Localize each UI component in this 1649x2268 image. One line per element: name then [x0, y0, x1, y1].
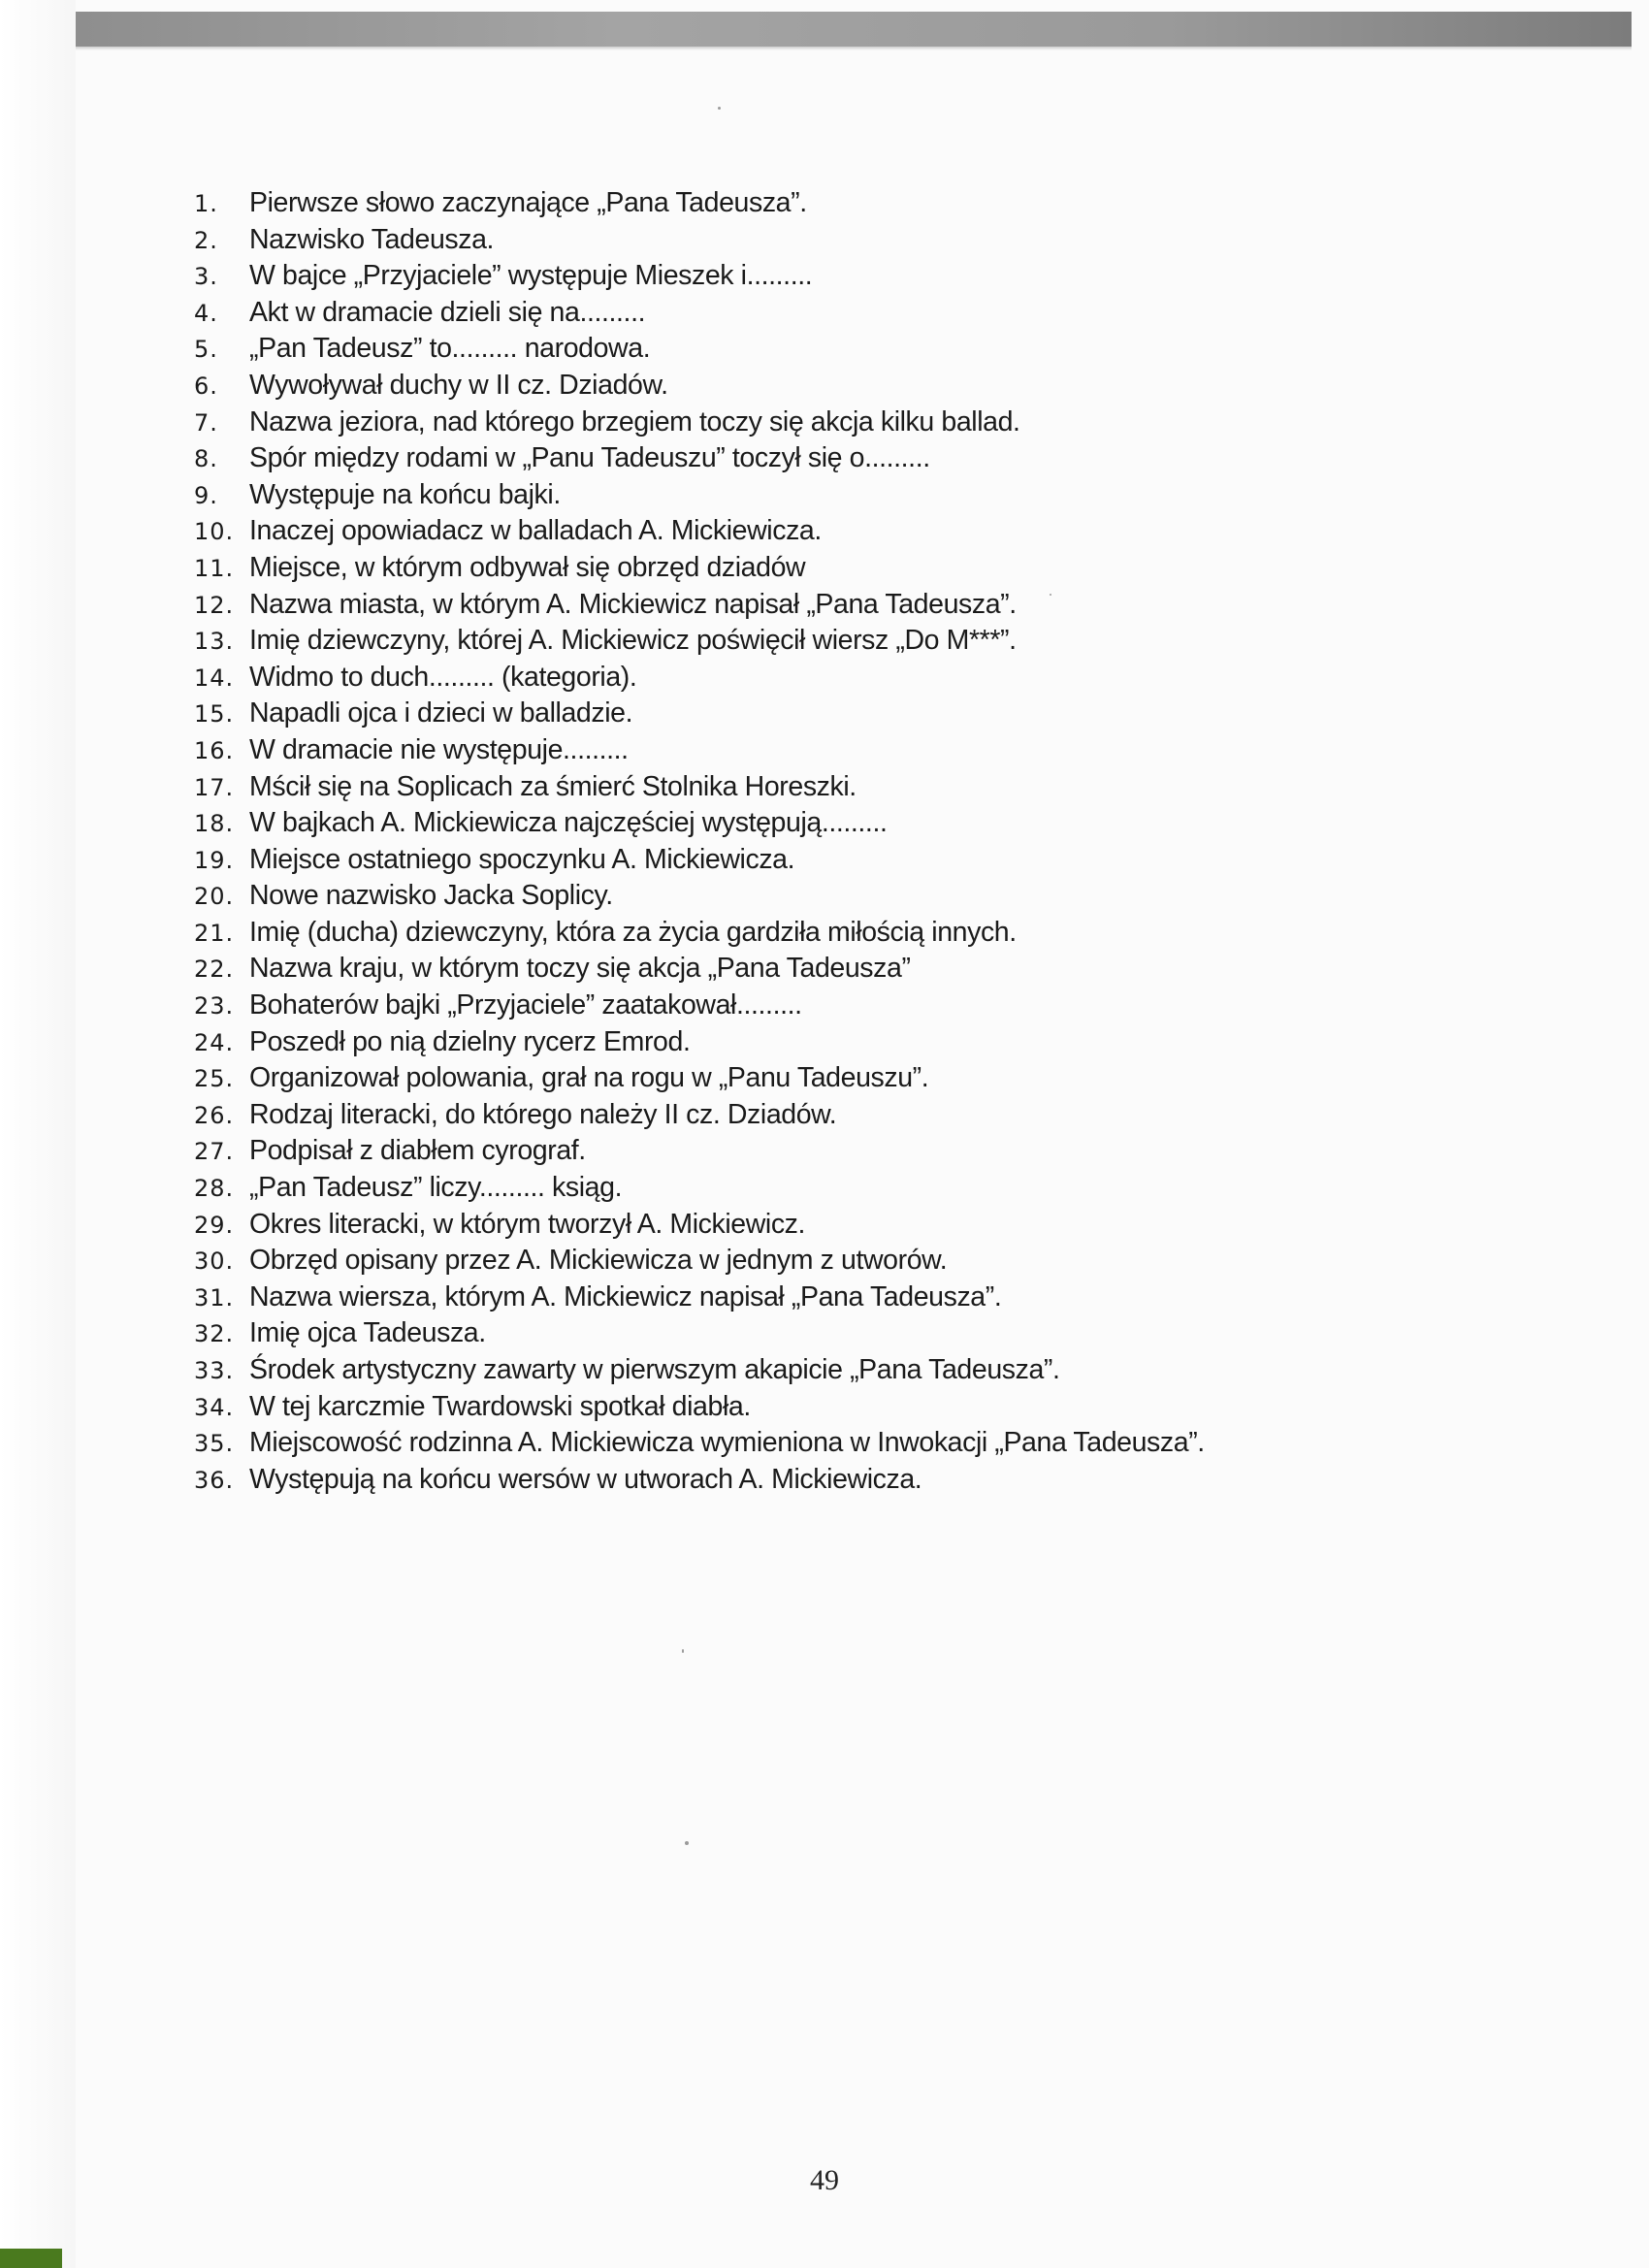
question-text: Obrzęd opisany przez A. Mickiewicza w jednym z utworów.: [249, 1245, 948, 1277]
list-item: [194, 988, 1280, 1024]
question-number: 8.: [194, 445, 218, 473]
question-number: 2.: [194, 226, 218, 254]
question-text: Widmo to duch......... (kategoria).: [249, 661, 637, 693]
question-number: 30.: [194, 1247, 235, 1276]
question-text: Podpisał z diabłem cyrograf.: [249, 1135, 586, 1167]
page-edge-shade: [0, 0, 76, 2268]
question-text: „Pan Tadeusz” to......... narodowa.: [249, 333, 651, 365]
question-number: 18.: [194, 810, 235, 838]
question-text: Nazwa wiersza, którym A. Mickiewicz napisał „Pana Tadeusza”.: [249, 1280, 1002, 1312]
question-text: W bajce „Przyjaciele” występuje Mieszek i.........: [249, 260, 813, 292]
question-number: 1.: [194, 190, 218, 217]
list-item: [194, 513, 1280, 550]
question-text: „Pan Tadeusz” liczy......... ksiąg.: [249, 1172, 623, 1204]
question-number: 15.: [194, 700, 235, 729]
question-text: Pierwsze słowo zaczynające „Pana Tadeusza”.: [249, 187, 807, 218]
list-item: [194, 1352, 1280, 1389]
question-text: Nazwisko Tadeusza.: [249, 223, 495, 255]
question-number: 12.: [194, 591, 235, 619]
question-text: Imię (ducha) dziewczyny, która za życia gardziła miłością innych.: [249, 916, 1017, 948]
question-number: 5.: [194, 336, 218, 364]
question-text: Bohaterów bajki „Przyjaciele” zaatakował.........: [249, 989, 802, 1021]
list-item: [194, 623, 1280, 660]
question-text: Środek artystyczny zawarty w pierwszym akapicie „Pana Tadeusza”.: [249, 1354, 1060, 1385]
list-item: [194, 660, 1280, 697]
question-number: 21.: [194, 919, 235, 947]
question-text: Spór między rodami w „Panu Tadeuszu” toczył się o.........: [249, 442, 930, 474]
list-item: [194, 295, 1280, 332]
question-text: Imię ojca Tadeusza.: [249, 1317, 486, 1349]
question-number: 33.: [194, 1357, 235, 1384]
list-item: [194, 1060, 1280, 1097]
list-item: [194, 1170, 1280, 1207]
question-text: Akt w dramacie dzieli się na.........: [249, 296, 646, 328]
list-item: [194, 1389, 1280, 1426]
list-item: [194, 696, 1280, 732]
question-number: 20.: [194, 883, 235, 911]
header-band: [76, 12, 1632, 47]
question-text: W bajkach A. Mickiewicza najczęściej występują.........: [249, 807, 888, 839]
list-item: [194, 1024, 1280, 1061]
question-number: 36.: [194, 1466, 235, 1494]
question-number: 31.: [194, 1283, 235, 1312]
question-text: Nowe nazwisko Jacka Soplicy.: [249, 880, 613, 912]
question-text: Miejsce ostatniego spoczynku A. Mickiewicza.: [249, 843, 795, 875]
scan-speck: [682, 1649, 684, 1653]
question-number: 29.: [194, 1211, 235, 1239]
list-item: [194, 1133, 1280, 1170]
list-item: [194, 1425, 1280, 1462]
list-item: [194, 1462, 1280, 1499]
question-number: 9.: [194, 481, 218, 509]
question-text: Nazwa jeziora, nad którego brzegiem toczy się akcja kilku ballad.: [249, 405, 1020, 437]
question-number: 7.: [194, 408, 218, 437]
list-item: [194, 842, 1280, 879]
question-number: 19.: [194, 846, 235, 874]
list-item: [194, 769, 1280, 806]
question-text: Wywoływał duchy w II cz. Dziadów.: [249, 369, 668, 401]
question-text: Okres literacki, w którym tworzył A. Mickiewicz.: [249, 1208, 806, 1240]
list-item: [194, 1280, 1280, 1316]
question-number: 4.: [194, 299, 218, 327]
question-text: Miejscowość rodzinna A. Mickiewicza wymieniona w Inwokacji „Pana Tadeusza”.: [249, 1427, 1205, 1459]
question-number: 3.: [194, 263, 218, 291]
list-item: [194, 477, 1280, 514]
list-item: [194, 732, 1280, 769]
question-number: 16.: [194, 736, 235, 764]
list-item: [194, 1097, 1280, 1134]
question-text: Rodzaj literacki, do którego należy II cz. Dziadów.: [249, 1098, 837, 1130]
question-number: 10.: [194, 518, 235, 546]
scan-speck: [718, 107, 721, 110]
question-number: 35.: [194, 1430, 235, 1458]
question-number: 14.: [194, 664, 235, 692]
question-text: Napadli ojca i dzieci w balladzie.: [249, 697, 633, 729]
question-number: 22.: [194, 956, 235, 984]
header-band-shadow: [76, 47, 1632, 50]
question-list: [194, 185, 1280, 1498]
list-item: [194, 185, 1280, 222]
list-item: [194, 1243, 1280, 1280]
question-number: 17.: [194, 773, 235, 801]
question-text: Występuje na końcu bajki.: [249, 478, 561, 510]
list-item: [194, 440, 1280, 477]
list-item: [194, 258, 1280, 295]
list-item: [194, 331, 1280, 368]
list-item: [194, 915, 1280, 952]
question-text: Inaczej opowiadacz w balladach A. Mickiewicza.: [249, 515, 822, 547]
question-text: Organizował polowania, grał na rogu w „Panu Tadeuszu”.: [249, 1062, 929, 1094]
question-number: 32.: [194, 1320, 235, 1348]
list-item: [194, 368, 1280, 405]
list-item: [194, 951, 1280, 988]
list-item: [194, 587, 1280, 624]
list-item: [194, 405, 1280, 441]
list-item: [194, 550, 1280, 587]
question-number: 28.: [194, 1175, 235, 1203]
question-number: 26.: [194, 1101, 235, 1129]
question-number: 24.: [194, 1028, 235, 1056]
list-item: [194, 1207, 1280, 1244]
list-item: [194, 1315, 1280, 1352]
question-text: Nazwa kraju, w którym toczy się akcja „Pana Tadeusza”: [249, 953, 911, 985]
question-text: Miejsce, w którym odbywał się obrzęd dziadów: [249, 551, 806, 583]
question-number: 34.: [194, 1393, 235, 1421]
question-number: 25.: [194, 1065, 235, 1093]
question-number: 23.: [194, 992, 235, 1021]
question-number: 6.: [194, 372, 218, 400]
question-text: W tej karczmie Twardowski spotkał diabła.: [249, 1390, 751, 1422]
question-text: Nazwa miasta, w którym A. Mickiewicz napisał „Pana Tadeusza”.: [249, 588, 1017, 620]
list-item: [194, 805, 1280, 842]
corner-accent: [0, 2249, 62, 2268]
question-number: 27.: [194, 1138, 235, 1166]
question-number: 11.: [194, 554, 235, 582]
page-number: 49: [810, 2164, 839, 2196]
question-text: Mścił się na Soplicach za śmierć Stolnika Horeszki.: [249, 770, 857, 802]
question-text: W dramacie nie występuje.........: [249, 733, 629, 765]
scan-speck: [685, 1841, 689, 1845]
question-number: 13.: [194, 628, 235, 656]
question-text: Imię dziewczyny, której A. Mickiewicz poświęcił wiersz „Do M***”.: [249, 625, 1017, 657]
list-item: [194, 878, 1280, 915]
list-item: [194, 222, 1280, 259]
question-text: Poszedł po nią dzielny rycerz Emrod.: [249, 1025, 691, 1057]
question-text: Występują na końcu wersów w utworach A. Mickiewicza.: [249, 1463, 922, 1495]
